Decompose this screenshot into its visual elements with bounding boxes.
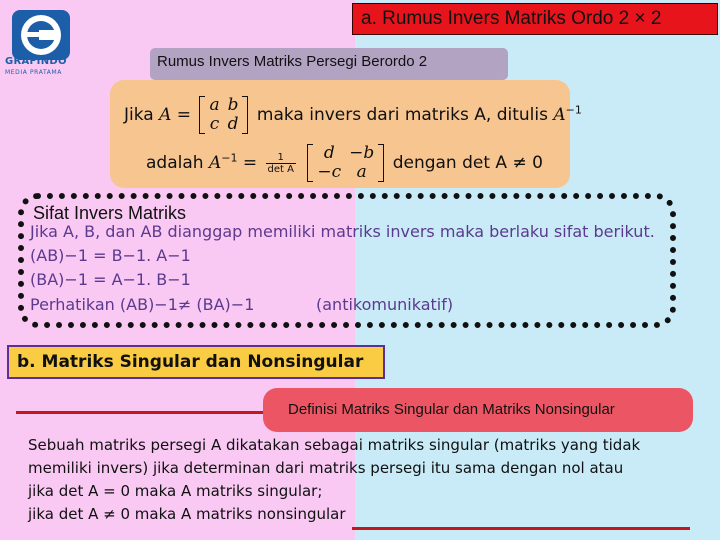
matrix-entry: d — [227, 114, 239, 134]
formula-jika: Jika — [124, 105, 154, 125]
formula-condition: dengan det A ≠ 0 — [392, 153, 543, 173]
fraction-one-over-det — [266, 152, 296, 175]
matrix-entry: a — [209, 95, 220, 115]
inverse-formula-box — [110, 80, 582, 188]
paragraph-line: memiliki invers) jika determinan dari matriks persegi itu sama dengan nol atau — [28, 459, 624, 477]
paragraph-line: jika det A = 0 maka A matriks singular; — [28, 482, 323, 500]
matrix-entry: b — [227, 95, 239, 115]
equals-sign: = — [242, 153, 258, 173]
definition-title: Definisi Matriks Singular dan Matriks Nonsingular — [263, 388, 693, 432]
fraction-denominator: det A — [267, 163, 294, 175]
property-intro: Jika A, B, dan AB dianggap memiliki matriks invers maka berlaku sifat berikut. — [30, 222, 655, 241]
matrix-entry: a — [356, 162, 367, 182]
matrix-A — [199, 96, 248, 134]
matrix-entry: c — [209, 114, 220, 134]
matrix-A-symbol: A — [159, 105, 172, 125]
fraction-numerator: 1 — [266, 152, 296, 164]
accent-line-top — [16, 411, 266, 414]
property-ab-inverse: (AB)−1 = B−1. A−1 — [30, 246, 191, 265]
anticommutative-label: (antikomunikatif) — [316, 295, 454, 314]
property-note: Perhatikan (AB)−1≠ (BA)−1 — [30, 295, 255, 314]
formula-adalah: adalah — [146, 153, 204, 173]
inverse-symbol: A — [553, 105, 566, 125]
equals-sign: = — [176, 105, 192, 125]
inverse-superscript: −1 — [565, 103, 582, 117]
formula-line-1-text: maka invers dari matriks A, ditulis — [256, 105, 548, 125]
accent-line-bottom — [352, 527, 690, 530]
properties-title: Sifat Invers Matriks — [33, 203, 187, 223]
logo-name: GRAFINDO — [5, 56, 67, 67]
formula-subheader: Rumus Invers Matriks Persegi Berordo 2 — [150, 48, 508, 80]
formula-line-1 — [124, 96, 582, 134]
inverse-superscript: −1 — [221, 151, 238, 165]
paragraph-line: jika det A ≠ 0 maka A matriks nonsingular — [28, 505, 346, 523]
matrix-entry: d — [323, 143, 335, 163]
logo-subtitle: MEDIA PRATAMA — [5, 69, 62, 76]
matrix-entry: −b — [349, 143, 375, 163]
section-b-title: b. Matriks Singular dan Nonsingular — [7, 345, 385, 379]
adjugate-matrix — [307, 144, 384, 182]
formula-line-2 — [146, 144, 543, 182]
paragraph-line: Sebuah matriks persegi A dikatakan sebagai matriks singular (matriks yang tidak — [28, 436, 641, 454]
property-ba-inverse: (BA)−1 = A−1. B−1 — [30, 270, 191, 289]
definition-paragraph — [28, 434, 718, 526]
section-a-title: a. Rumus Invers Matriks Ordo 2 × 2 — [352, 3, 718, 35]
inverse-symbol: A — [208, 153, 222, 173]
matrix-entry: −c — [317, 162, 342, 182]
